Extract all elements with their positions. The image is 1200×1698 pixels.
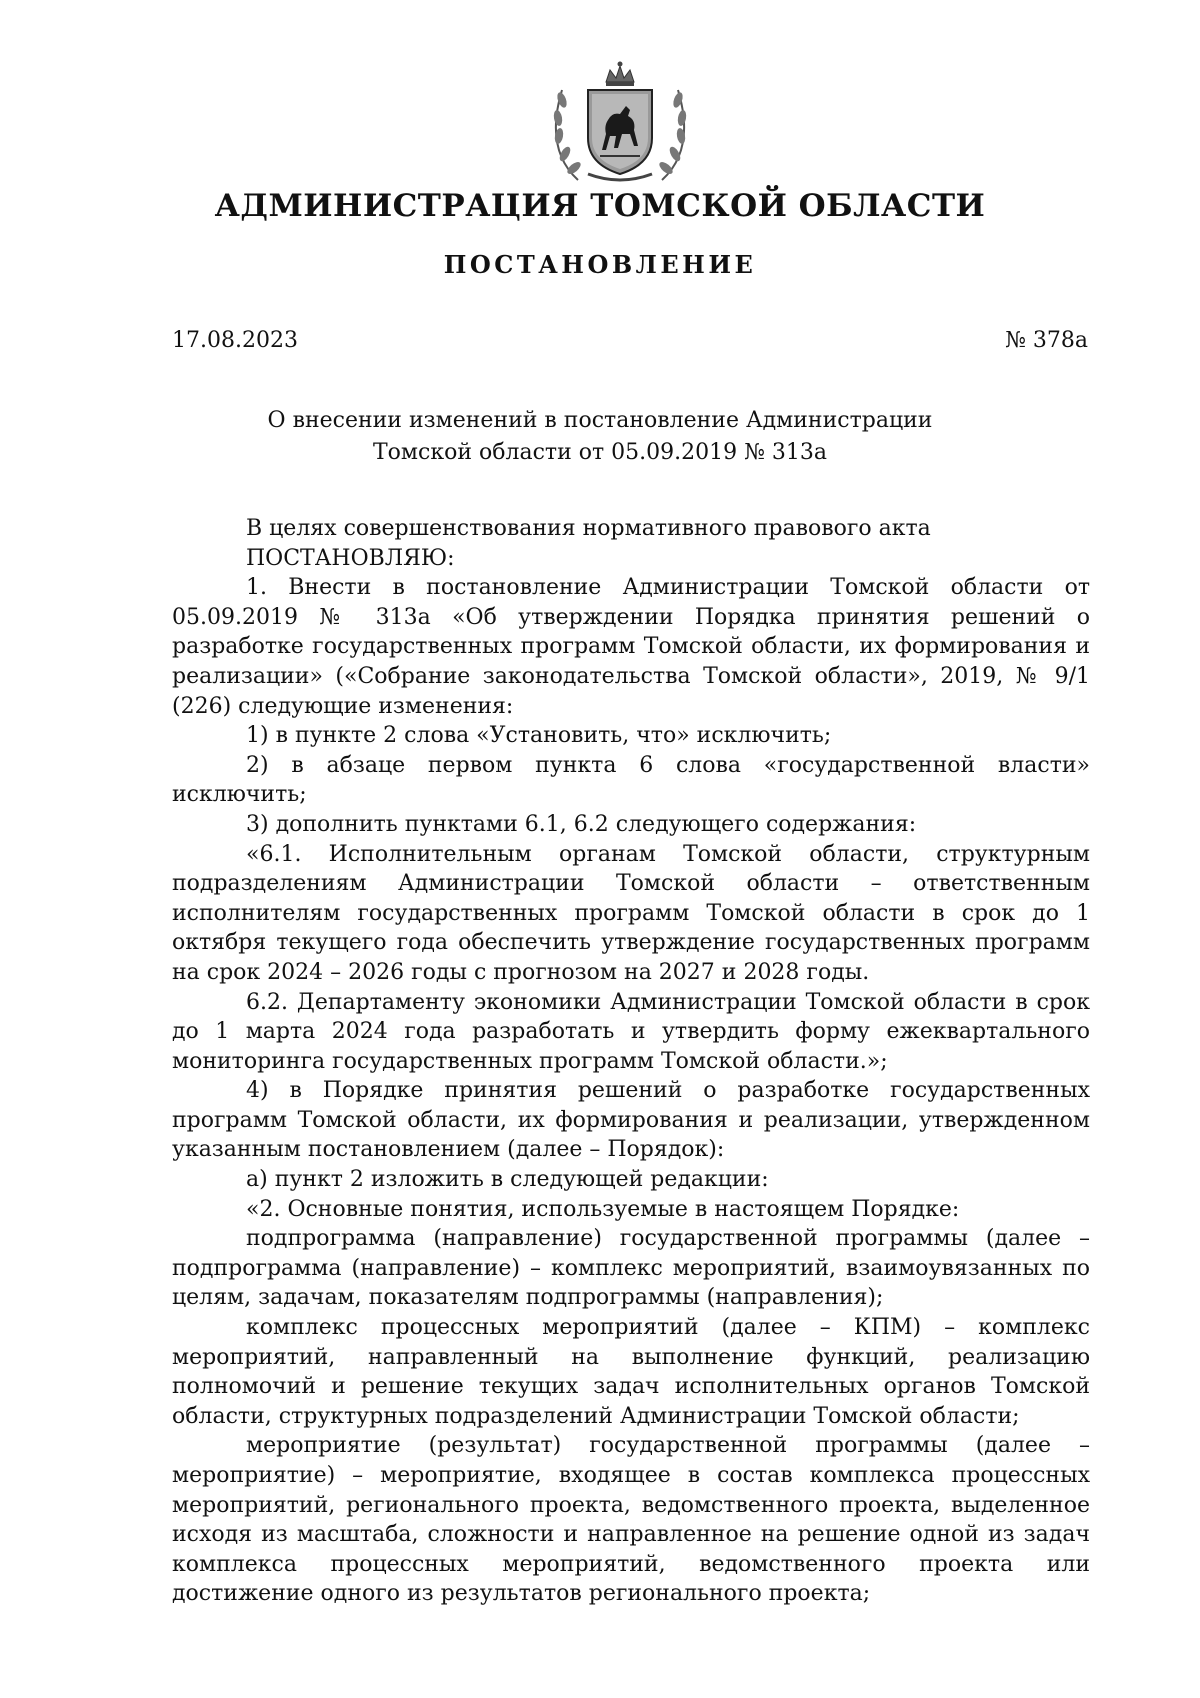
paragraph-definition-subprogram: подпрограмма (направление) государственной программы (далее – подпрограмма (направление) – комплекс мероприятий, взаимоувязанных по целям, задачам, показателям подпрограммы (направления); xyxy=(172,1226,1090,1311)
document-type: ПОСТАНОВЛЕНИЕ xyxy=(443,250,757,279)
paragraph-definitions-intro: «2. Основные понятия, используемые в настоящем Порядке: xyxy=(246,1196,960,1222)
paragraph-subitem-3: 3) дополнить пунктами 6.1, 6.2 следующего содержания: xyxy=(246,811,917,837)
document-body xyxy=(172,514,1090,1609)
paragraph-subitem-2: 2) в абзаце первом пункта 6 слова «государственной власти» исключить; xyxy=(172,752,1090,808)
subject-line-1: О внесении изменений в постановление Администрации xyxy=(267,408,933,433)
coat-of-arms-icon xyxy=(548,60,692,186)
document-number: № 378а xyxy=(1005,328,1088,353)
document-subject xyxy=(200,405,1000,469)
paragraph-item-6-1: «6.1. Исполнительным органам Томской области, структурным подразделениям Администрации Томской области – ответственным исполнителям государственных программ Томской области в срок до 1 октября текущего года обеспечить утверждение государственных программ на срок 2024 – 2026 годы с прогнозом на 2027 и 2028 годы. xyxy=(172,841,1090,985)
subject-line-2: Томской области от 05.09.2019 № 313а xyxy=(372,440,828,465)
paragraph-item-1: 1. Внести в постановление Администрации Томской области от 05.09.2019 № 313а «Об утверждении Порядка принятия решений о разработке государственных программ Томской области, их формирования и реализации» («Собрание законодательства Томской области», 2019, № 9/1 (226) следующие изменения: xyxy=(172,575,1090,719)
resolution-keyword: ПОСТАНОВЛЯЮ: xyxy=(246,545,455,571)
organization-title: АДМИНИСТРАЦИЯ ТОМСКОЙ ОБЛАСТИ xyxy=(214,188,986,224)
paragraph-item-6-2: 6.2. Департаменту экономики Администрации Томской области в срок до 1 марта 2024 года разработать и утвердить форму ежеквартального мониторинга государственных программ Томской области.»; xyxy=(172,989,1090,1074)
paragraph-subitem-4: 4) в Порядке принятия решений о разработке государственных программ Томской области, их формирования и реализации, утвержденном указанным постановлением (далее – Порядок): xyxy=(172,1078,1090,1163)
paragraph-subitem-1: 1) в пункте 2 слова «Установить, что» исключить; xyxy=(246,723,832,749)
preamble: В целях совершенствования нормативного правового акта xyxy=(246,516,931,541)
paragraph-definition-event: мероприятие (результат) государственной программы (далее – мероприятие) – мероприятие, входящее в состав комплекса процессных мероприятий, регионального проекта, ведомственного проекта, выделенное исходя из масштаба, сложности и направленное на решение одной из задач комплекса процессных мероприятий, ведомственного проекта или достижение одного из результатов регионального проекта; xyxy=(172,1433,1090,1607)
document-date: 17.08.2023 xyxy=(172,328,298,353)
paragraph-subitem-a: а) пункт 2 изложить в следующей редакции: xyxy=(246,1167,769,1193)
paragraph-definition-kpm: комплекс процессных мероприятий (далее – КПМ) – комплекс мероприятий, направленный на выполнение функций, реализацию полномочий и решение текущих задач исполнительных органов Томской области, структурных подразделений Администрации Томской области; xyxy=(172,1315,1090,1429)
